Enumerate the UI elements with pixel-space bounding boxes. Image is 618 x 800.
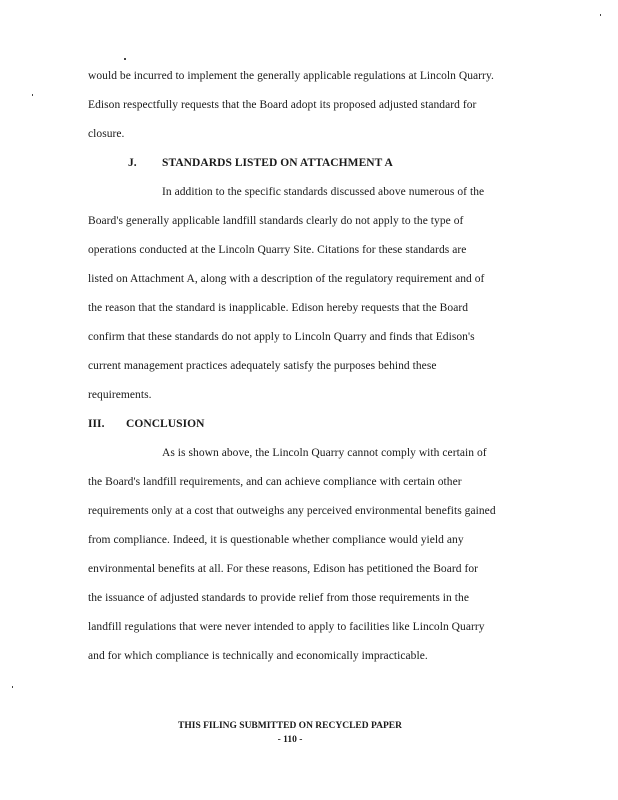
paragraph-line: current management practices adequately satisfy the purposes behind these (88, 360, 437, 372)
paragraph-line: landfill regulations that were never intended to apply to facilities like Lincoln Quarry (88, 621, 485, 633)
paragraph-line: the Board's landfill requirements, and can achieve compliance with certain other (88, 476, 462, 488)
paragraph-line: the reason that the standard is inapplicable. Edison hereby requests that the Board (88, 302, 469, 314)
paragraph-line: the issuance of adjusted standards to provide relief from those requirements in the (88, 592, 469, 604)
paragraph-line: and for which compliance is technically and economically impracticable. (88, 650, 428, 662)
scan-speck (32, 94, 33, 96)
scan-speck (124, 58, 126, 60)
section-iii-title: CONCLUSION (126, 418, 205, 430)
scan-speck (600, 14, 601, 16)
paragraph-line: In addition to the specific standards discussed above numerous of the (162, 186, 485, 198)
paragraph-line: operations conducted at the Lincoln Quarry Site. Citations for these standards are (88, 244, 467, 256)
paragraph-line: would be incurred to implement the generally applicable regulations at Lincoln Quarry. (88, 70, 494, 82)
paragraph-line: Edison respectfully requests that the Board adopt its proposed adjusted standard for (88, 99, 477, 111)
paragraph-line: confirm that these standards do not apply to Lincoln Quarry and finds that Edison's (88, 331, 475, 343)
section-iii-number: III. (88, 418, 105, 430)
paragraph-line: from compliance. Indeed, it is questionable whether compliance would yield any (88, 534, 464, 546)
section-j-number: J. (128, 157, 137, 169)
paragraph-line: listed on Attachment A, along with a description of the regulatory requirement and of (88, 273, 485, 285)
scan-speck (12, 686, 13, 688)
page-number: - 110 - (277, 735, 303, 745)
section-j-title: STANDARDS LISTED ON ATTACHMENT A (162, 157, 393, 169)
paragraph-line: requirements only at a cost that outweighs any perceived environmental benefits gained (88, 505, 496, 517)
recycled-paper-notice: THIS FILING SUBMITTED ON RECYCLED PAPER (178, 721, 402, 731)
paragraph-line: Board's generally applicable landfill standards clearly do not apply to the type of (88, 215, 464, 227)
paragraph-line: environmental benefits at all. For these reasons, Edison has petitioned the Board for (88, 563, 479, 575)
paragraph-line: closure. (88, 128, 125, 140)
paragraph-line: As is shown above, the Lincoln Quarry cannot comply with certain of (162, 447, 487, 459)
paragraph-line: requirements. (88, 389, 152, 401)
